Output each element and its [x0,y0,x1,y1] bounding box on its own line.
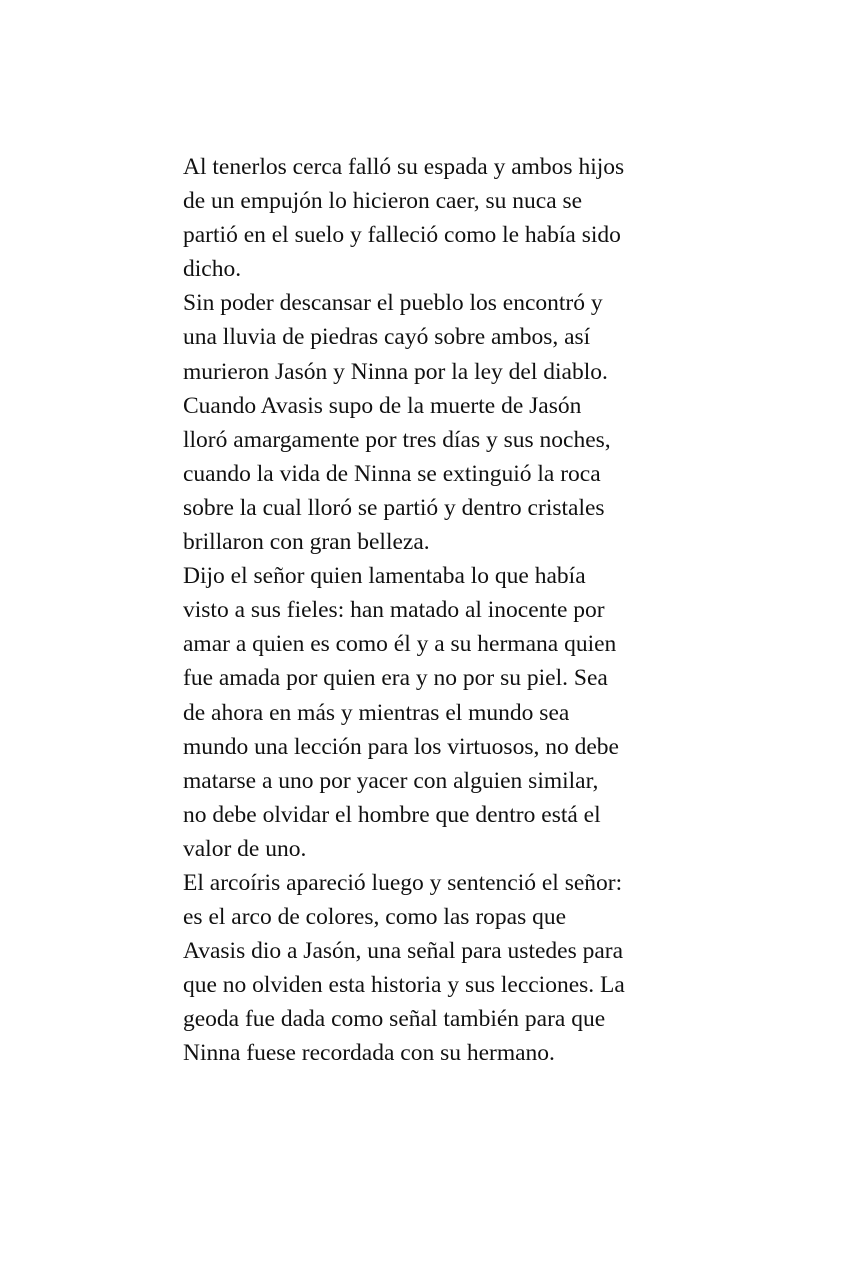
text-line: dicho. [183,256,242,283]
text-line: es el arco de colores, como las ropas que [183,904,567,931]
text-line: cuando la vida de Ninna se extinguió la roca [183,460,601,487]
text-line: Ninna fuese recordada con su hermano. [183,1040,555,1067]
paragraph-3 [183,389,683,559]
body-text [183,150,683,1071]
text-line: Cuando Avasis supo de la muerte de Jasón [183,392,582,419]
text-line: El arcoíris apareció luego y sentenció el señor: [183,869,623,896]
text-line: Al tenerlos cerca falló su espada y ambos hijos [183,154,625,180]
text-line: de un empujón lo hicieron caer, su nuca se [183,188,583,215]
text-line: brillaron con gran belleza. [183,529,430,556]
text-line: murieron Jasón y Ninna por la ley del diablo. [183,358,608,385]
text-line: de ahora en más y mientras el mundo sea [183,699,570,726]
text-line: no debe olvidar el hombre que dentro está el [183,801,601,828]
text-line: valor de uno. [183,835,307,862]
text-line: Dijo el señor quien lamentaba lo que había [183,563,586,590]
paragraph-1 [183,150,683,286]
text-line: lloró amargamente por tres días y sus noches, [183,426,611,453]
text-line: Avasis dio a Jasón, una señal para ustedes para [183,938,624,965]
text-line: amar a quien es como él y a su hermana quien [183,631,617,658]
text-line: fue amada por quien era y no por su piel. Sea [183,665,608,692]
text-line: matarse a uno por yacer con alguien similar, [183,767,599,794]
paragraph-5 [183,866,683,1071]
text-line: mundo una lección para los virtuosos, no debe [183,733,619,760]
text-line: Sin poder descansar el pueblo los encontró y [183,290,603,317]
text-line: que no olviden esta historia y sus lecciones. La [183,972,625,999]
text-line: sobre la cual lloró se partió y dentro cristales [183,494,605,521]
text-line: una lluvia de piedras cayó sobre ambos, así [183,324,591,351]
paragraph-2 [183,286,683,388]
text-line: visto a sus fieles: han matado al inocente por [183,597,605,624]
paragraph-4 [183,559,683,866]
text-line: geoda fue dada como señal también para que [183,1006,606,1033]
text-line: partió en el suelo y falleció como le había sido [183,222,621,249]
